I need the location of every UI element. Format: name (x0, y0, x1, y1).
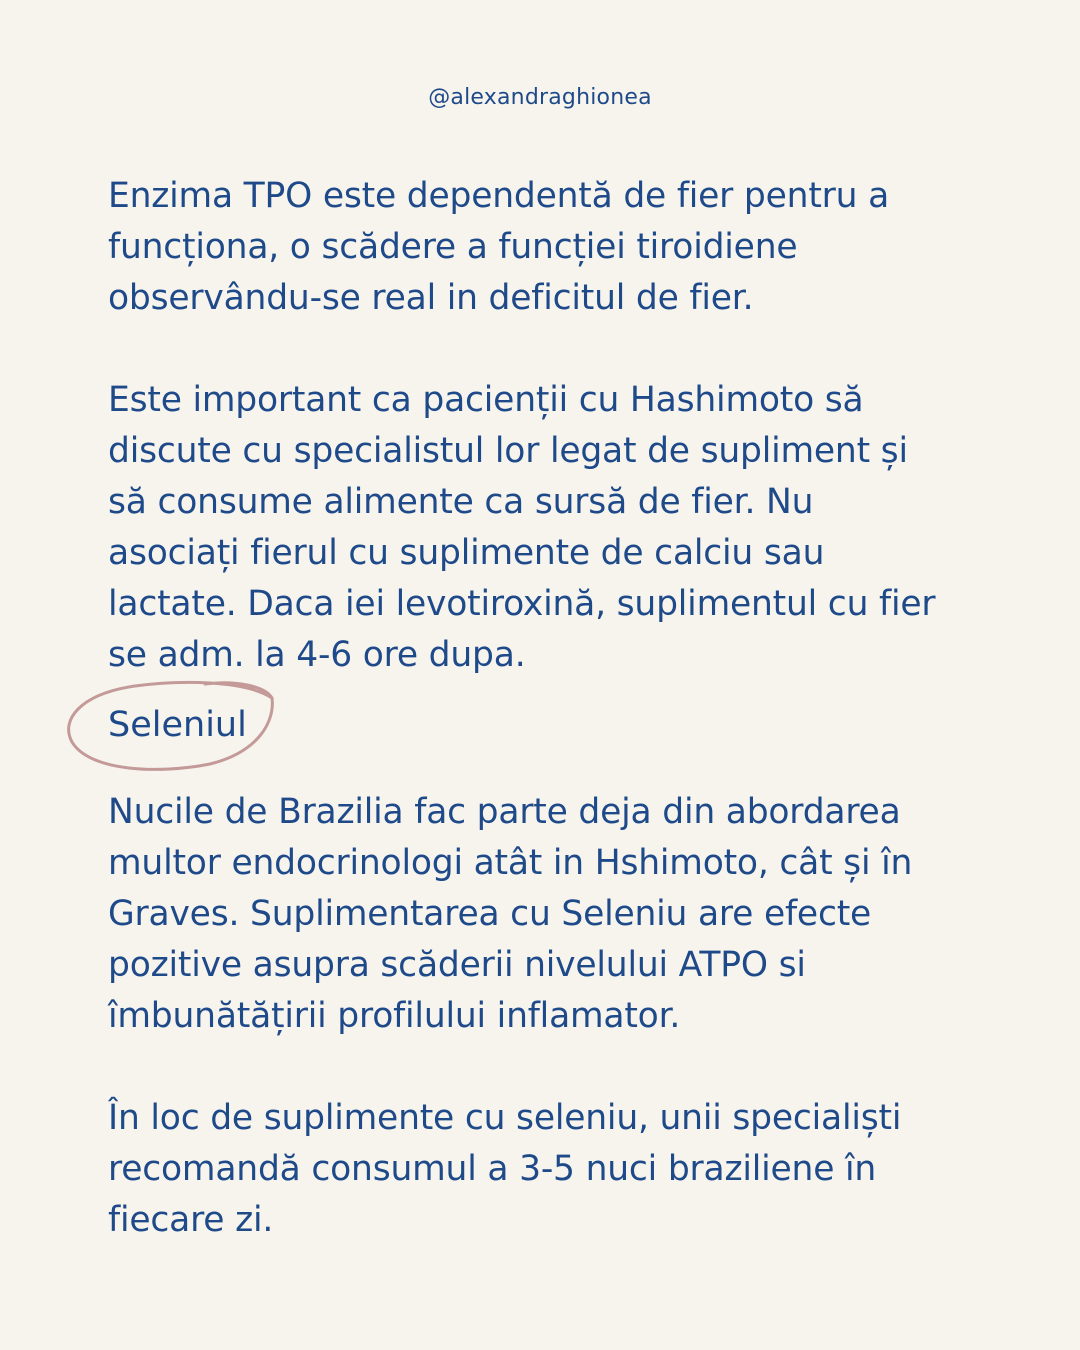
paragraph-brazil-nuts: Nucile de Brazilia fac parte deja din abordarea multor endocrinologi atât in Hshimoto, cât și în Graves. Suplimentarea cu Seleniu are efecte pozitive asupra scăderii nivelului ATPO si îmbunătățirii profilului inflamator. (108, 792, 913, 1036)
author-handle: @alexandraghionea (428, 85, 652, 110)
paragraph-selenium-recommendation: În loc de suplimente cu seleniu, unii specialiști recomandă consumul a 3-5 nuci braziliene în fiecare zi. (108, 1098, 902, 1240)
section-heading-seleniul: Seleniul (108, 705, 247, 745)
paragraph-iron-tpo: Enzima TPO este dependentă de fier pentru a funcționa, o scădere a funcției tiroidiene observându-se real in deficitul de fier. (108, 176, 890, 318)
paragraph-hashimoto-iron-advice: Este important ca pacienții cu Hashimoto să discute cu specialistul lor legat de supliment și să consume alimente ca sursă de fier. Nu asociați fierul cu suplimente de calciu sau lactate. Daca iei levotiroxină, suplimentul cu fier se adm. la 4-6 ore dupa. (108, 380, 936, 675)
